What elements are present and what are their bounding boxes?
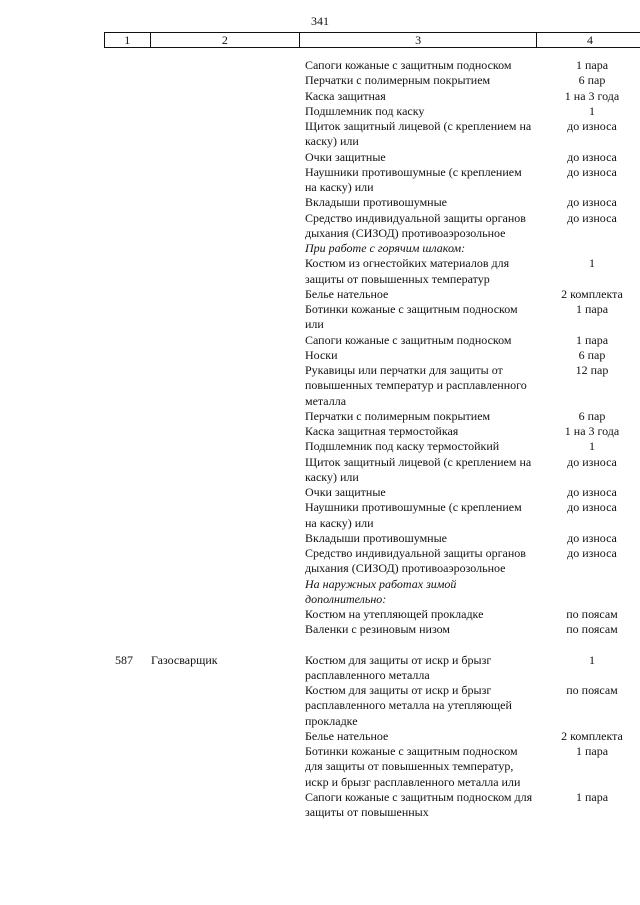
equipment-item: Белье нательное (305, 728, 389, 743)
issue-norm: 1 (589, 103, 595, 118)
table-row (0, 744, 640, 790)
issue-norm: 6 пар (578, 347, 606, 362)
issue-norm: до износа (567, 119, 617, 133)
equipment-item: Подшлемник под каску термостойкий (305, 439, 500, 454)
table-row (0, 653, 640, 684)
section-subheading: При работе с горячим шлаком: (305, 241, 466, 255)
equipment-item: Каска защитная термостойкая (305, 424, 459, 438)
issue-norm: 12 пар (575, 363, 609, 377)
equipment-item: Белье нательное (305, 286, 389, 301)
table-row (0, 73, 640, 88)
table-row (0, 348, 640, 363)
column-header-table (104, 32, 640, 48)
equipment-item: Перчатки с полимерным покрытием (305, 73, 491, 88)
profession-name: Газосварщик (151, 652, 218, 667)
issue-norm: 1 на 3 года (564, 424, 620, 438)
issue-norm: 6 пар (578, 73, 606, 88)
table-row (0, 424, 640, 439)
equipment-item: Вкладыши противошумные (305, 195, 447, 210)
issue-norm: по поясам (566, 622, 618, 637)
issue-norm: по поясам (566, 683, 618, 697)
table-row (0, 485, 640, 500)
table-row (0, 729, 640, 744)
table-row (0, 683, 640, 729)
table-row (0, 546, 640, 577)
table-row (0, 455, 640, 486)
table-row (0, 409, 640, 424)
issue-norm: до износа (567, 485, 617, 499)
issue-norm: 1 пара (575, 744, 609, 758)
equipment-item: Наушники противошумные (с креплением на каску) или (305, 164, 522, 194)
table-row (0, 104, 640, 119)
equipment-item: Сапоги кожаные с защитным подноском (305, 332, 512, 347)
table-row (0, 287, 640, 302)
table-body (0, 58, 640, 820)
issue-norm: до износа (567, 195, 617, 210)
equipment-item: Средство индивидуальной защиты органов дыхания (СИЗОД) противоаэрозольное (305, 210, 526, 240)
equipment-item: Костюм на утепляющей прокладке (305, 607, 484, 621)
table-row (0, 363, 640, 409)
table-row (0, 622, 640, 637)
table-row (0, 256, 640, 287)
issue-norm: 2 комплекта (561, 286, 623, 301)
issue-norm: 1 на 3 года (564, 88, 620, 103)
table-row (0, 211, 640, 242)
table-row (0, 195, 640, 210)
column-header-row (105, 33, 640, 48)
issue-norm: 1 (589, 439, 595, 454)
equipment-item: Очки защитные (305, 485, 386, 499)
equipment-item: Сапоги кожаные с защитным подноском (305, 58, 512, 72)
table-row (0, 119, 640, 150)
equipment-item: Костюм из огнестойких материалов для защиты от повышенных температур (305, 256, 510, 286)
issue-norm: до износа (567, 530, 617, 545)
row-number: 587 (115, 652, 133, 667)
equipment-item: Щиток защитный лицевой (с креплением на каску) или (305, 119, 532, 149)
issue-norm: 6 пар (578, 408, 606, 423)
equipment-item: Ботинки кожаные с защитным подноском или (305, 302, 518, 332)
table-row (0, 790, 640, 821)
issue-norm: до износа (567, 546, 617, 560)
section-subheading: На наружных работах зимой дополнительно: (305, 576, 457, 606)
table-row (0, 333, 640, 348)
equipment-item: Валенки с резиновым низом (305, 622, 451, 637)
table-row (0, 241, 640, 256)
issue-norm: 1 пара (575, 58, 609, 72)
equipment-item: Сапоги кожаные с защитным подноском для защиты от повышенных (305, 789, 533, 819)
table-row (0, 150, 640, 165)
issue-norm: до износа (567, 210, 617, 225)
equipment-item: Очки защитные (305, 149, 386, 164)
table-row (0, 58, 640, 73)
equipment-item: Перчатки с полимерным покрытием (305, 408, 491, 423)
table-row (0, 302, 640, 333)
issue-norm: 1 (589, 652, 595, 667)
issue-norm: до износа (567, 149, 617, 164)
equipment-item: Щиток защитный лицевой (с креплением на каску) или (305, 454, 532, 484)
equipment-item: Средство индивидуальной защиты органов дыхания (СИЗОД) противоаэрозольное (305, 546, 526, 576)
equipment-item: Рукавицы или перчатки для защиты от повышенных температур и расплавленного металла (305, 363, 527, 408)
table-row (0, 89, 640, 104)
column-header-1: 1 (105, 33, 151, 48)
equipment-item: Наушники противошумные (с креплением на каску) или (305, 500, 522, 530)
column-header-4: 4 (536, 33, 640, 48)
equipment-item: Костюм для защиты от искр и брызг расплавленного металла (305, 652, 492, 682)
column-header-2: 2 (150, 33, 300, 48)
equipment-item: Костюм для защиты от искр и брызг расплавленного металла на утепляющей прокладке (305, 683, 512, 728)
equipment-item: Носки (305, 347, 338, 362)
equipment-item: Вкладыши противошумные (305, 530, 447, 545)
issue-norm: 1 (589, 256, 595, 271)
issue-norm: до износа (567, 454, 617, 469)
column-header-3: 3 (300, 33, 537, 48)
page-number: 341 (311, 14, 329, 28)
equipment-item: Подшлемник под каску (305, 103, 425, 118)
equipment-item: Ботинки кожаные с защитным подноском для защиты от повышенных температур, искр и брызг расплавленного металла или (305, 744, 521, 789)
table-row (0, 607, 640, 622)
table-row (0, 500, 640, 531)
table-row (0, 531, 640, 546)
issue-norm: 1 пара (575, 332, 609, 347)
issue-norm: 1 пара (575, 302, 609, 316)
table-row (0, 439, 640, 454)
issue-norm: до износа (567, 500, 617, 515)
issue-norm: 1 пара (575, 789, 609, 804)
equipment-item: Каска защитная (305, 88, 386, 103)
issue-norm: до износа (567, 164, 617, 179)
issue-norm: по поясам (566, 607, 618, 621)
issue-norm: 2 комплекта (561, 728, 623, 743)
table-row (0, 165, 640, 196)
table-row (0, 577, 640, 608)
